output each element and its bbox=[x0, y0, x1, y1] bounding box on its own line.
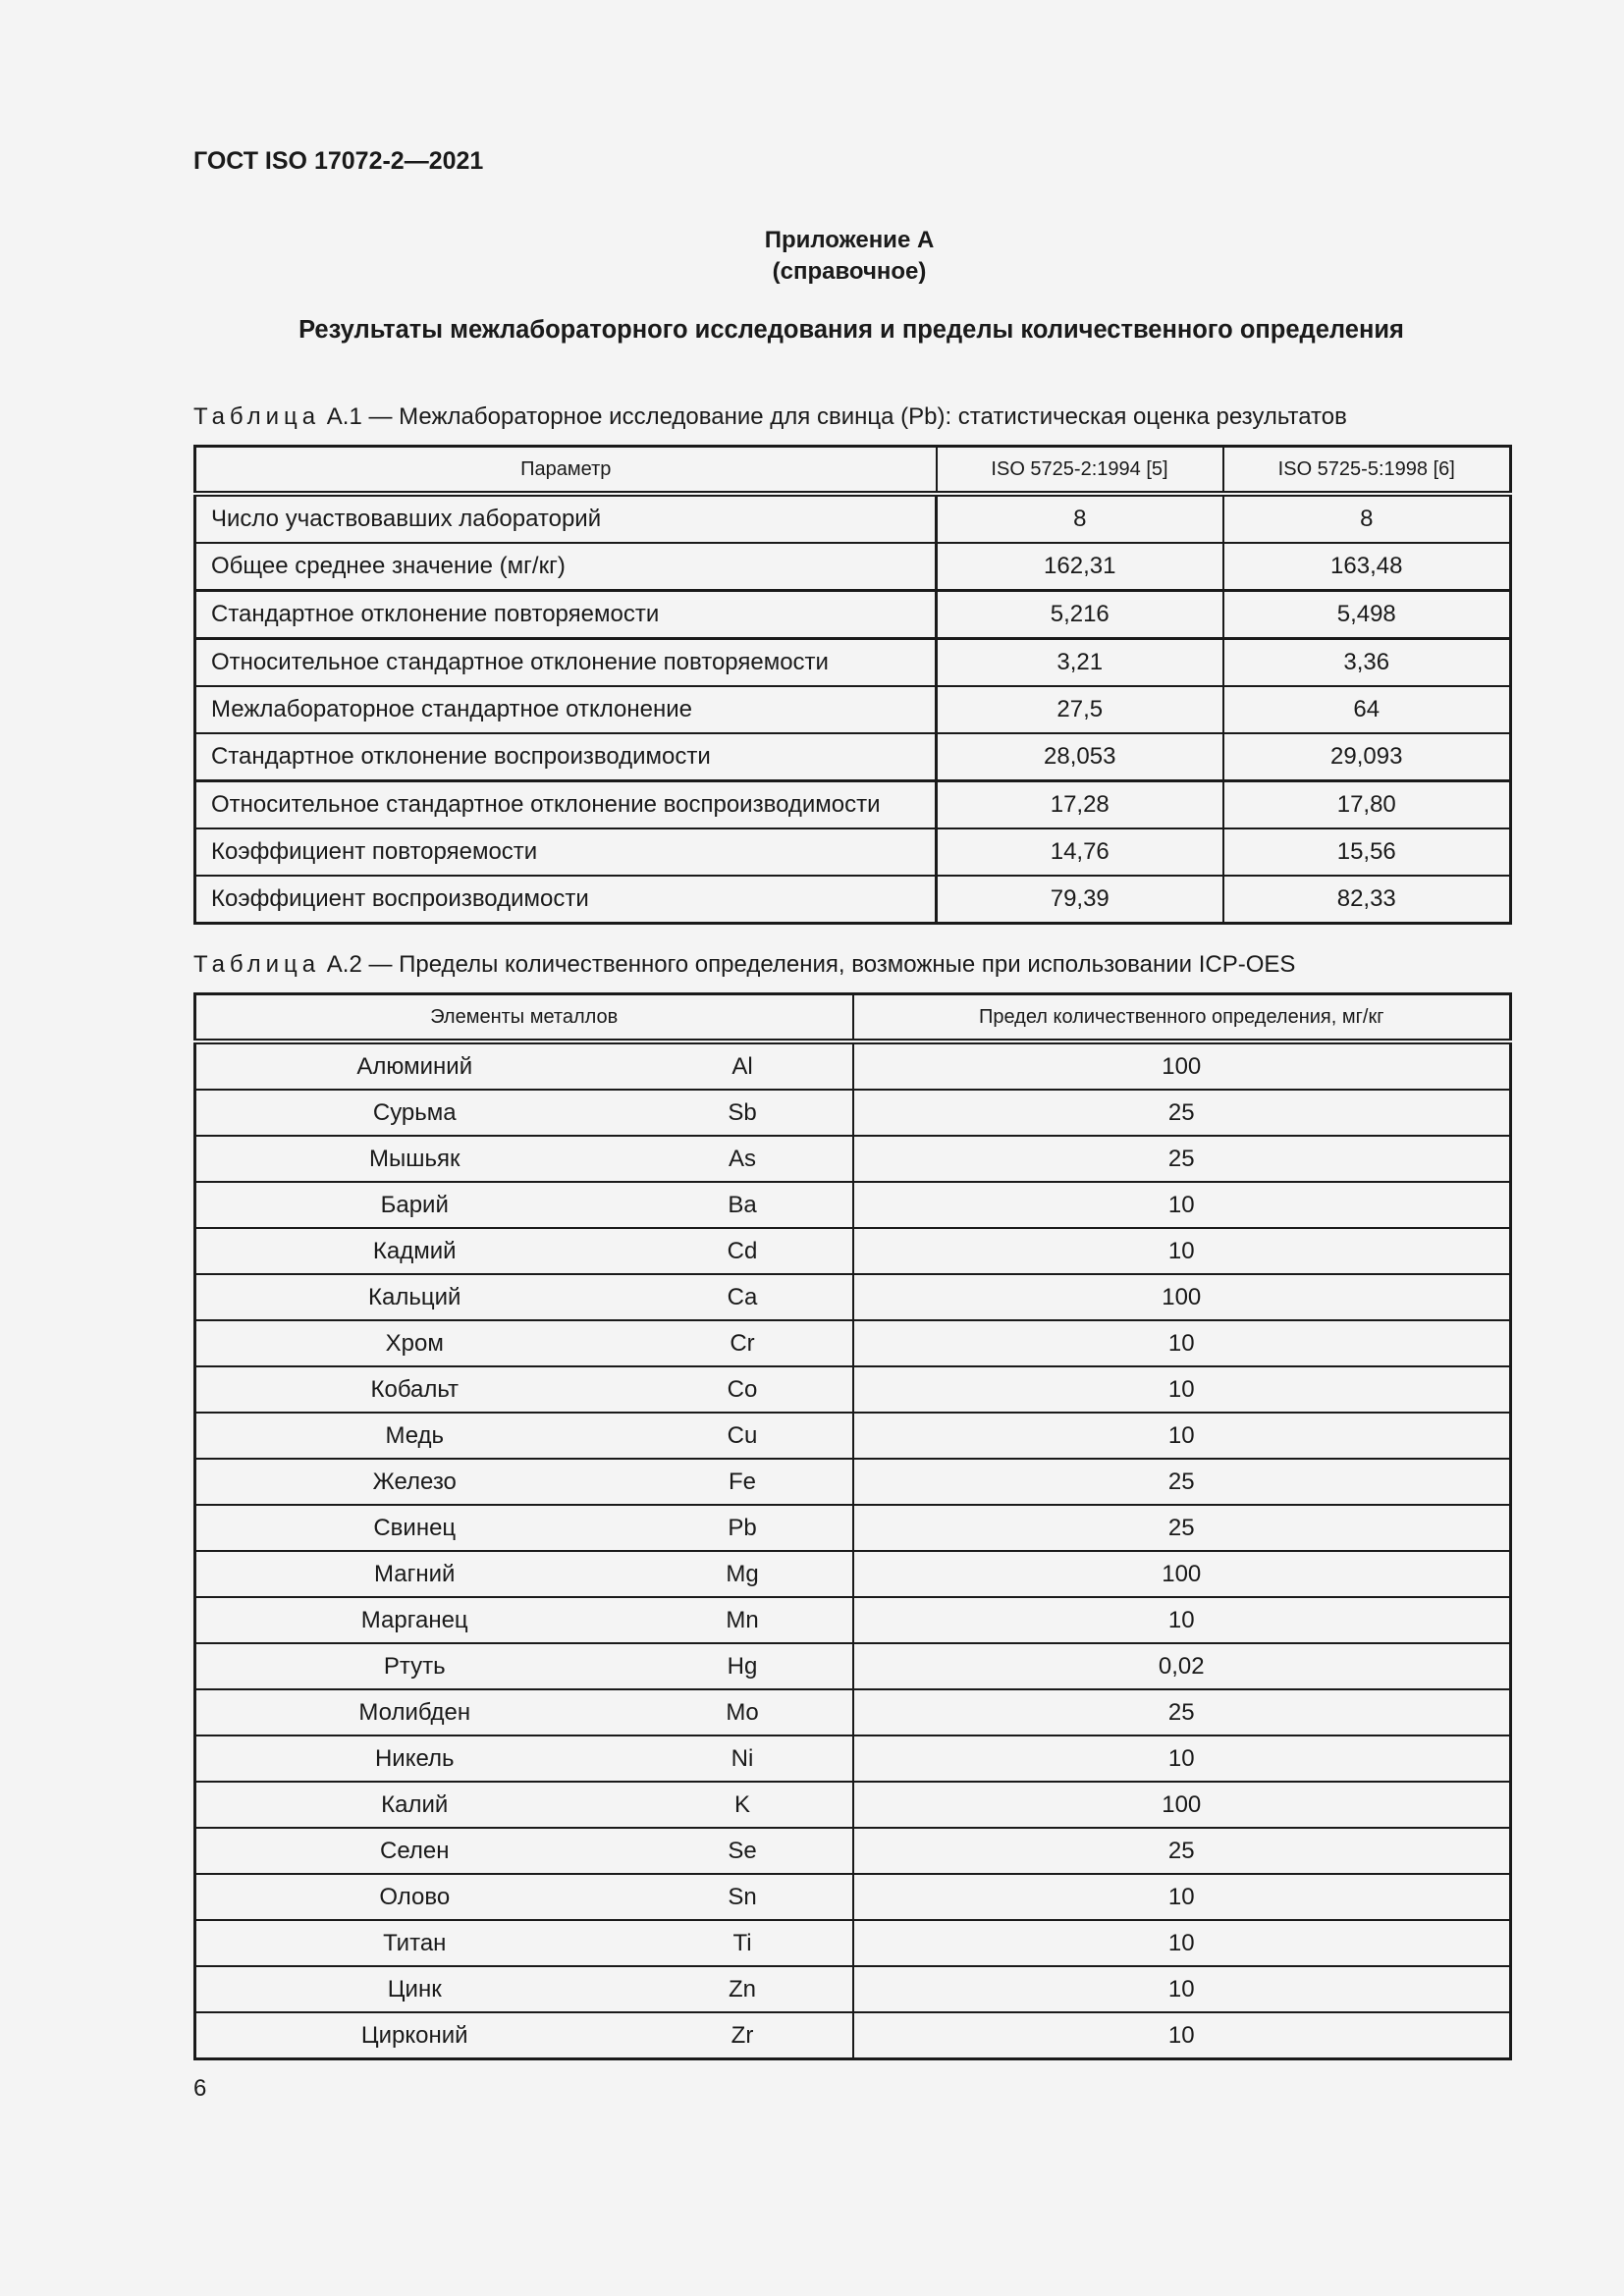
table-a1-param-cell: Стандартное отклонение воспроизводимости bbox=[195, 733, 937, 781]
table-a2-element-name: Сурьма bbox=[195, 1090, 633, 1136]
table-a2-element-symbol: Cd bbox=[633, 1228, 853, 1274]
table-a2-element-name: Калий bbox=[195, 1782, 633, 1828]
table-a2-limit-value: 10 bbox=[853, 1597, 1511, 1643]
table-a2-element-name: Магний bbox=[195, 1551, 633, 1597]
table-a1-value-iso-5725-2: 14,76 bbox=[937, 828, 1223, 876]
table-a2-row bbox=[195, 1090, 1511, 1136]
table-a2-caption bbox=[193, 951, 1295, 979]
table-a1-param-cell: Относительное стандартное отклонение повторяемости bbox=[195, 639, 937, 687]
table-a2-element-symbol: Ba bbox=[633, 1182, 853, 1228]
table-a2-limit-value: 10 bbox=[853, 1735, 1511, 1782]
table-a2-element-symbol: Pb bbox=[633, 1505, 853, 1551]
table-a2-row bbox=[195, 1874, 1511, 1920]
table-a2-element-symbol: Fe bbox=[633, 1459, 853, 1505]
table-a2-limit-value: 25 bbox=[853, 1136, 1511, 1182]
table-a1-header-iso-5725-5: ISO 5725-5:1998 [6] bbox=[1223, 447, 1511, 495]
table-a2-element-symbol: Ni bbox=[633, 1735, 853, 1782]
table-a2-element-symbol: As bbox=[633, 1136, 853, 1182]
table-a1-header-iso-5725-2: ISO 5725-2:1994 [5] bbox=[937, 447, 1223, 495]
table-a1-param-cell: Коэффициент повторяемости bbox=[195, 828, 937, 876]
table-a2-element-name: Цирконий bbox=[195, 2012, 633, 2059]
table-a2-row bbox=[195, 1041, 1511, 1090]
table-a2-row bbox=[195, 1597, 1511, 1643]
table-a2-element-name: Селен bbox=[195, 1828, 633, 1874]
table-a2-element-symbol: Ti bbox=[633, 1920, 853, 1966]
table-a2-element-symbol: Zn bbox=[633, 1966, 853, 2012]
table-a2-element-symbol: Se bbox=[633, 1828, 853, 1874]
table-a1-param-cell: Стандартное отклонение повторяемости bbox=[195, 591, 937, 639]
table-a2-element-name: Железо bbox=[195, 1459, 633, 1505]
table-a2-element-name: Свинец bbox=[195, 1505, 633, 1551]
table-a2-element-name: Кобальт bbox=[195, 1366, 633, 1413]
table-a2-row bbox=[195, 1828, 1511, 1874]
table-a1 bbox=[193, 445, 1512, 925]
table-a2-limit-value: 100 bbox=[853, 1782, 1511, 1828]
table-a1-param-cell: Межлабораторное стандартное отклонение bbox=[195, 686, 937, 733]
table-a2-element-name: Алюминий bbox=[195, 1041, 633, 1090]
table-a2-row bbox=[195, 1182, 1511, 1228]
table-a1-caption-label: Таблица bbox=[193, 403, 321, 430]
table-a1-row bbox=[195, 543, 1511, 591]
table-a2-element-name: Ртуть bbox=[195, 1643, 633, 1689]
table-a2-element-symbol: Hg bbox=[633, 1643, 853, 1689]
table-a1-row bbox=[195, 494, 1511, 543]
table-a2-element-name: Кадмий bbox=[195, 1228, 633, 1274]
table-a1-value-iso-5725-5: 64 bbox=[1223, 686, 1511, 733]
table-a1-param-cell: Относительное стандартное отклонение воспроизводимости bbox=[195, 781, 937, 829]
appendix-title-block bbox=[0, 225, 1624, 288]
table-a2-element-name: Хром bbox=[195, 1320, 633, 1366]
table-a2-row bbox=[195, 1136, 1511, 1182]
table-a1-caption bbox=[193, 403, 1347, 431]
table-a2-element-symbol: Mg bbox=[633, 1551, 853, 1597]
table-a2-element-symbol: Sb bbox=[633, 1090, 853, 1136]
table-a2-limit-value: 10 bbox=[853, 1920, 1511, 1966]
table-a2-limit-value: 25 bbox=[853, 1459, 1511, 1505]
table-a2-row bbox=[195, 1274, 1511, 1320]
table-a2-row bbox=[195, 1320, 1511, 1366]
table-a1-value-iso-5725-5: 5,498 bbox=[1223, 591, 1511, 639]
table-a2-element-symbol: K bbox=[633, 1782, 853, 1828]
table-a2-limit-value: 10 bbox=[853, 1966, 1511, 2012]
table-a2-row bbox=[195, 1643, 1511, 1689]
table-a1-value-iso-5725-2: 5,216 bbox=[937, 591, 1223, 639]
table-a1-row bbox=[195, 686, 1511, 733]
table-a1-value-iso-5725-5: 17,80 bbox=[1223, 781, 1511, 829]
table-a1-row bbox=[195, 591, 1511, 639]
table-a2-row bbox=[195, 1735, 1511, 1782]
table-a1-row bbox=[195, 781, 1511, 829]
table-a2-element-name: Мышьяк bbox=[195, 1136, 633, 1182]
table-a2-header-elements: Элементы металлов bbox=[195, 994, 853, 1042]
table-a1-value-iso-5725-5: 82,33 bbox=[1223, 876, 1511, 924]
table-a2-limit-value: 25 bbox=[853, 1090, 1511, 1136]
table-a1-value-iso-5725-2: 8 bbox=[937, 494, 1223, 543]
table-a2-element-name: Никель bbox=[195, 1735, 633, 1782]
table-a2-element-symbol: Mn bbox=[633, 1597, 853, 1643]
table-a2-limit-value: 10 bbox=[853, 1228, 1511, 1274]
table-a2-element-name: Марганец bbox=[195, 1597, 633, 1643]
table-a1-value-iso-5725-5: 29,093 bbox=[1223, 733, 1511, 781]
table-a2-limit-value: 10 bbox=[853, 1874, 1511, 1920]
table-a1-value-iso-5725-2: 17,28 bbox=[937, 781, 1223, 829]
table-a2-limit-value: 10 bbox=[853, 2012, 1511, 2059]
table-a2-element-symbol: Al bbox=[633, 1041, 853, 1090]
appendix-heading: Результаты межлабораторного исследования и пределы количественного определения bbox=[298, 316, 1404, 344]
table-a1-value-iso-5725-2: 3,21 bbox=[937, 639, 1223, 687]
table-a2-limit-value: 10 bbox=[853, 1320, 1511, 1366]
table-a2-element-symbol: Mo bbox=[633, 1689, 853, 1735]
table-a2-element-symbol: Cr bbox=[633, 1320, 853, 1366]
table-a2-row bbox=[195, 1366, 1511, 1413]
table-a1-header-param: Параметр bbox=[195, 447, 937, 495]
table-a2-caption-text: А.2 — Пределы количественного определения, возможные при использовании ICP-OES bbox=[326, 951, 1296, 978]
table-a1-param-cell: Общее среднее значение (мг/кг) bbox=[195, 543, 937, 591]
appendix-subtitle: (справочное) bbox=[772, 258, 927, 285]
table-a1-value-iso-5725-5: 15,56 bbox=[1223, 828, 1511, 876]
table-a1-row bbox=[195, 828, 1511, 876]
table-a1-value-iso-5725-2: 27,5 bbox=[937, 686, 1223, 733]
table-a2-row bbox=[195, 1505, 1511, 1551]
table-a2-element-symbol: Sn bbox=[633, 1874, 853, 1920]
table-a2-row bbox=[195, 1920, 1511, 1966]
table-a2-row bbox=[195, 1966, 1511, 2012]
table-a2-element-name: Кальций bbox=[195, 1274, 633, 1320]
table-a2 bbox=[193, 992, 1512, 2060]
table-a2-row bbox=[195, 1689, 1511, 1735]
table-a2-header-row bbox=[195, 994, 1511, 1042]
table-a1-value-iso-5725-2: 162,31 bbox=[937, 543, 1223, 591]
table-a1-value-iso-5725-2: 79,39 bbox=[937, 876, 1223, 924]
table-a2-limit-value: 100 bbox=[853, 1274, 1511, 1320]
table-a2-limit-value: 25 bbox=[853, 1505, 1511, 1551]
table-a2-row bbox=[195, 1228, 1511, 1274]
table-a1-value-iso-5725-5: 163,48 bbox=[1223, 543, 1511, 591]
table-a2-element-symbol: Zr bbox=[633, 2012, 853, 2059]
table-a2-limit-value: 10 bbox=[853, 1182, 1511, 1228]
table-a2-limit-value: 25 bbox=[853, 1689, 1511, 1735]
appendix-title: Приложение А bbox=[764, 227, 935, 253]
table-a2-element-symbol: Co bbox=[633, 1366, 853, 1413]
table-a2-limit-value: 10 bbox=[853, 1413, 1511, 1459]
table-a2-element-name: Молибден bbox=[195, 1689, 633, 1735]
table-a2-element-name: Барий bbox=[195, 1182, 633, 1228]
table-a2-row bbox=[195, 1459, 1511, 1505]
table-a2-header-limit: Предел количественного определения, мг/кг bbox=[853, 994, 1511, 1042]
page-number: 6 bbox=[193, 2075, 207, 2102]
table-a1-value-iso-5725-5: 3,36 bbox=[1223, 639, 1511, 687]
table-a2-row bbox=[195, 2012, 1511, 2059]
table-a2-element-name: Медь bbox=[195, 1413, 633, 1459]
table-a2-limit-value: 0,02 bbox=[853, 1643, 1511, 1689]
table-a2-row bbox=[195, 1413, 1511, 1459]
table-a1-param-cell: Число участвовавших лабораторий bbox=[195, 494, 937, 543]
table-a1-caption-text: А.1 — Межлабораторное исследование для свинца (Pb): статистическая оценка результатов bbox=[326, 403, 1347, 430]
table-a2-element-name: Титан bbox=[195, 1920, 633, 1966]
table-a2-row bbox=[195, 1551, 1511, 1597]
table-a2-element-symbol: Ca bbox=[633, 1274, 853, 1320]
table-a1-header-row bbox=[195, 447, 1511, 495]
table-a2-caption-label: Таблица bbox=[193, 951, 321, 978]
table-a2-limit-value: 25 bbox=[853, 1828, 1511, 1874]
table-a2-element-symbol: Cu bbox=[633, 1413, 853, 1459]
table-a1-row bbox=[195, 733, 1511, 781]
table-a1-row bbox=[195, 639, 1511, 687]
document-standard-number: ГОСТ ISO 17072-2—2021 bbox=[193, 147, 484, 175]
table-a2-limit-value: 100 bbox=[853, 1041, 1511, 1090]
table-a2-element-name: Олово bbox=[195, 1874, 633, 1920]
table-a2-row bbox=[195, 1782, 1511, 1828]
table-a1-row bbox=[195, 876, 1511, 924]
table-a2-element-name: Цинк bbox=[195, 1966, 633, 2012]
table-a1-value-iso-5725-5: 8 bbox=[1223, 494, 1511, 543]
table-a2-limit-value: 10 bbox=[853, 1366, 1511, 1413]
table-a2-limit-value: 100 bbox=[853, 1551, 1511, 1597]
table-a1-value-iso-5725-2: 28,053 bbox=[937, 733, 1223, 781]
table-a1-param-cell: Коэффициент воспроизводимости bbox=[195, 876, 937, 924]
